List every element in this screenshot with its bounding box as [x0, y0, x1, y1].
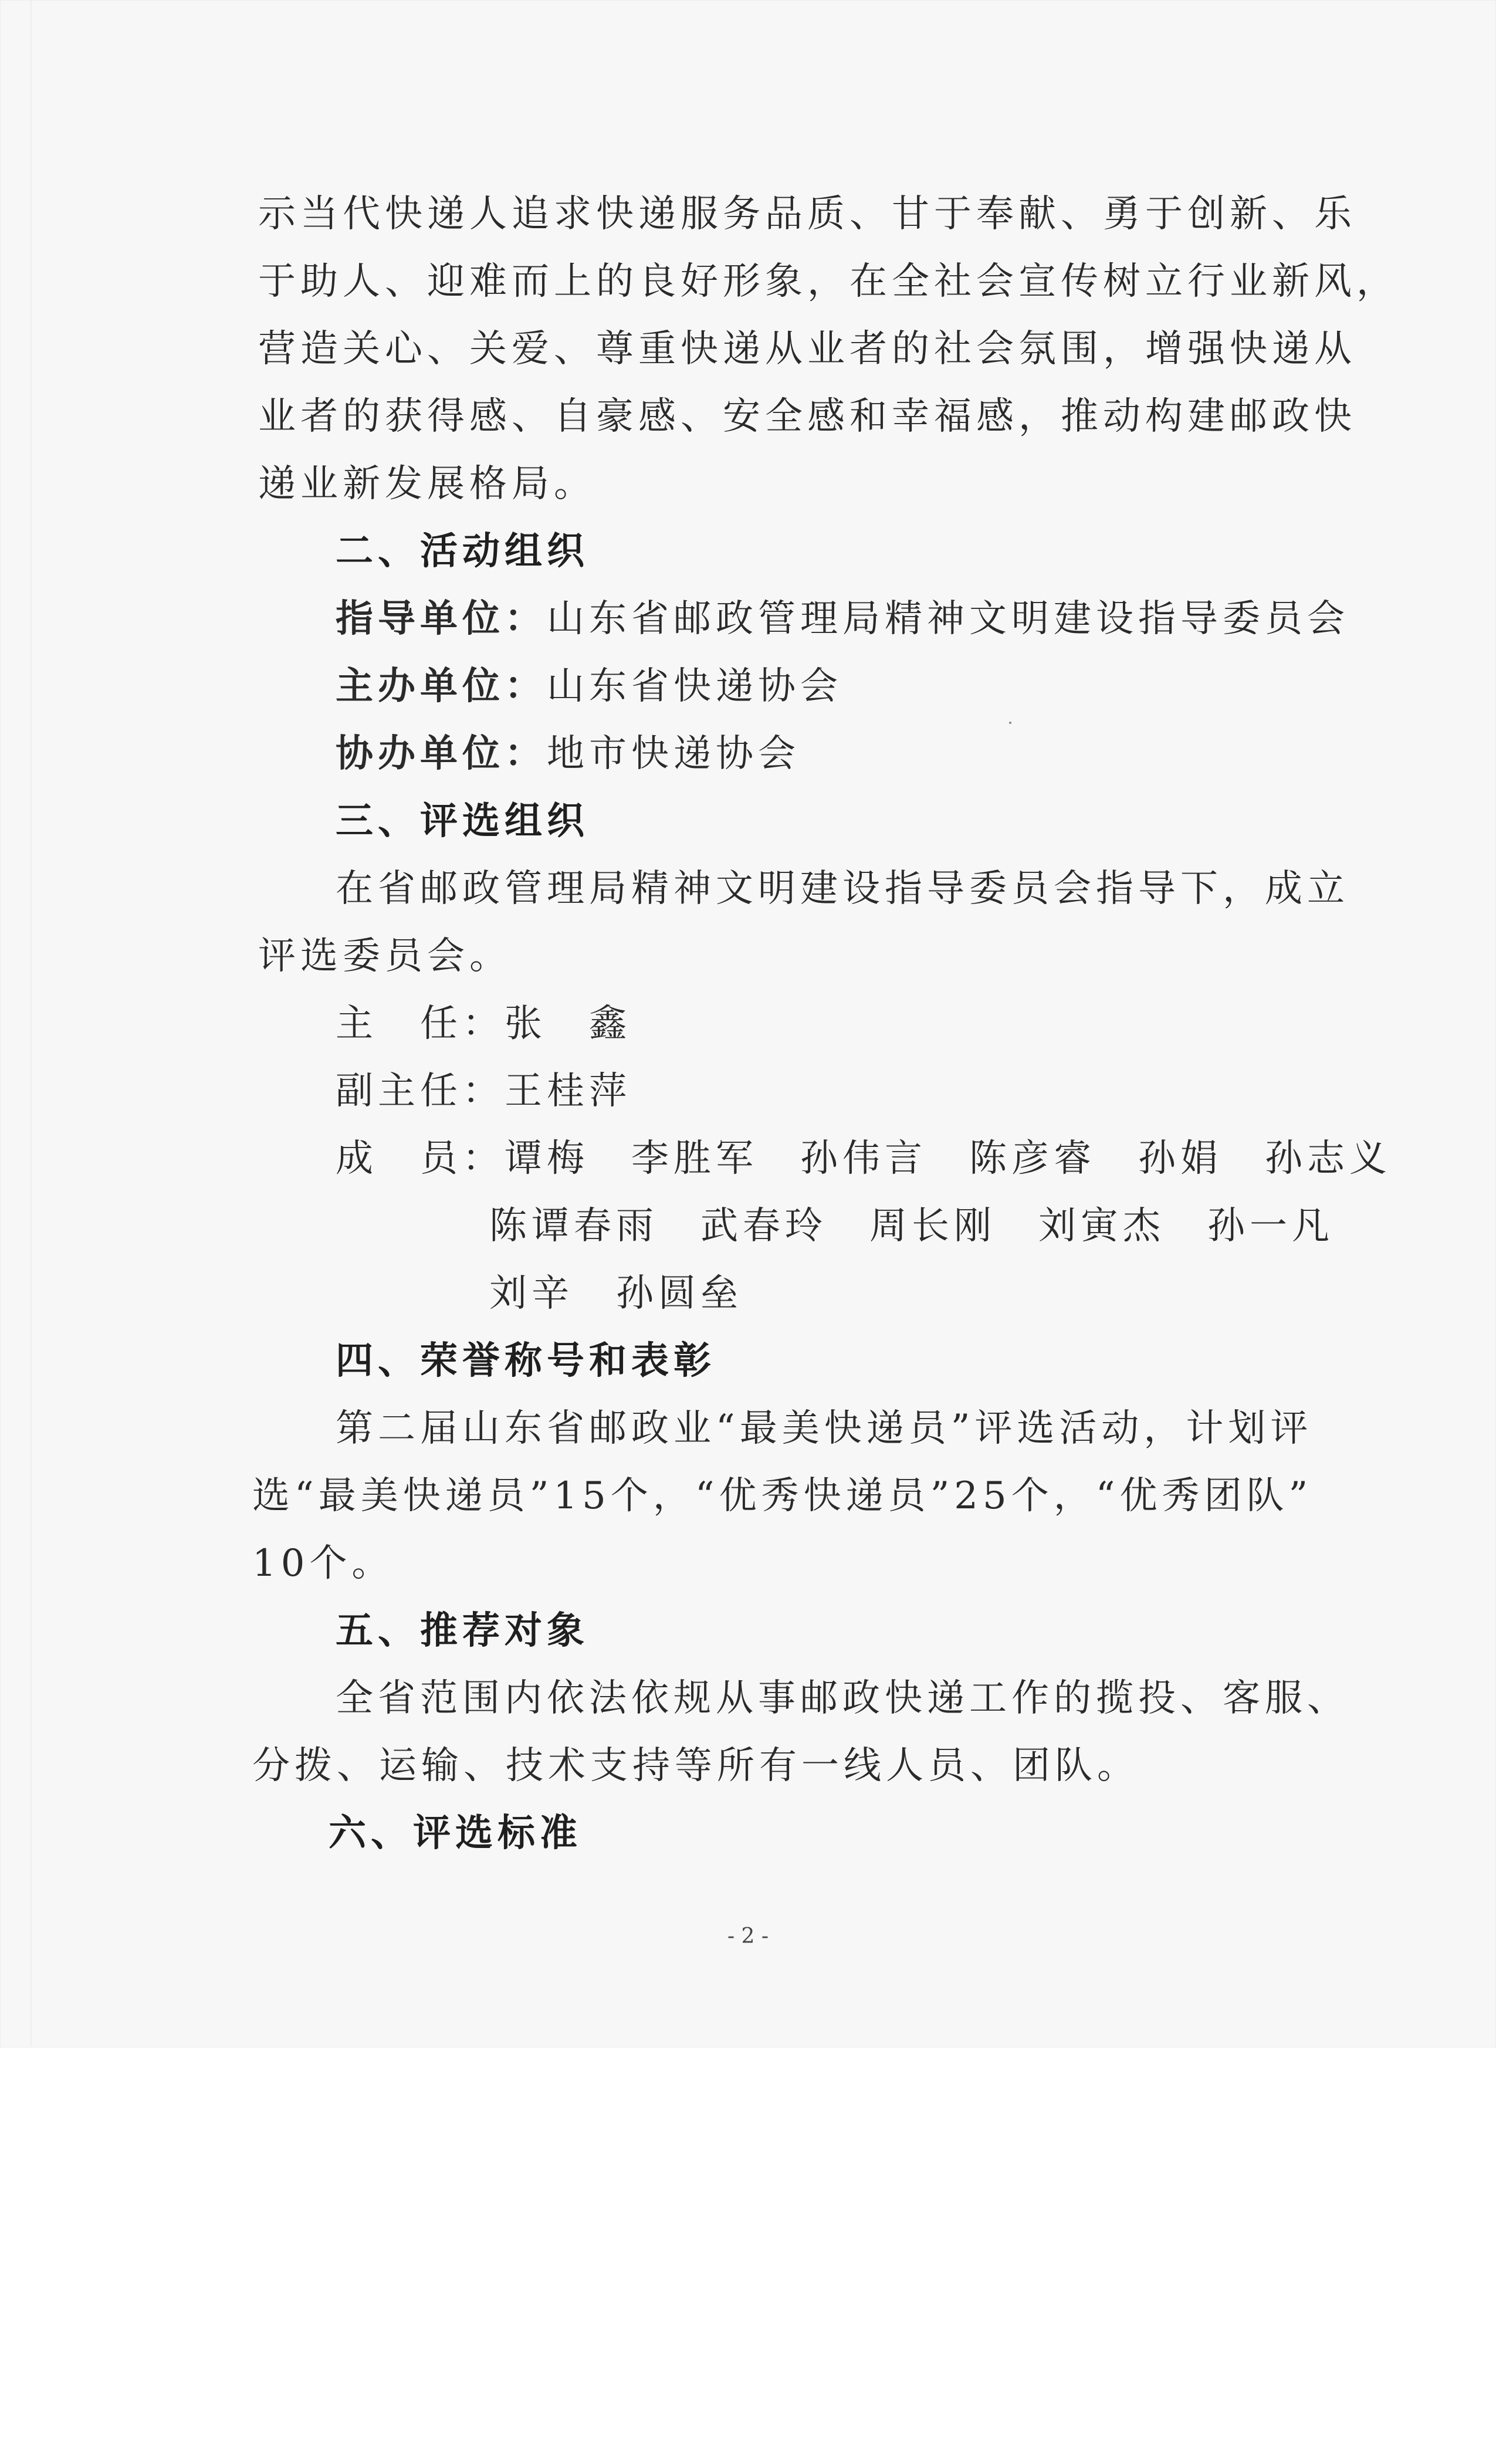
- section-6-heading: 六、评选标准: [329, 1812, 582, 1855]
- members-line-1: 谭梅 李胜军 孙伟言 陈彦睿 孙娟 孙志义: [505, 1137, 1392, 1180]
- director-value: 张 鑫: [505, 1002, 631, 1045]
- page-number: - 2 -: [727, 1924, 769, 1948]
- members-line-3: 刘辛 孙圆垒: [489, 1272, 743, 1315]
- host-unit-row: [336, 660, 842, 713]
- section-3-intro-line-2: 评选委员会。: [258, 935, 512, 978]
- members-line-2: 陈谭春雨 武春玲 周长刚 刘寅杰 孙一凡: [489, 1204, 1334, 1248]
- host-unit-label: 主办单位：: [336, 665, 547, 708]
- deputy-row: [336, 1065, 631, 1118]
- deputy-value: 王桂萍: [505, 1069, 631, 1113]
- co-unit-value: 地市快递协会: [547, 732, 800, 776]
- section-3-intro-line-1: 在省邮政管理局精神文明建设指导委员会指导下，成立: [336, 867, 1349, 911]
- section-4-line-1: 第二届山东省邮政业“最美快递员”评选活动，计划评: [336, 1407, 1313, 1450]
- co-unit-row: [336, 727, 800, 780]
- guide-unit-value: 山东省邮政管理局精神文明建设指导委员会: [547, 597, 1349, 641]
- guide-unit-row: [336, 593, 1349, 645]
- section-5-line-1: 全省范围内依法依规从事邮政快递工作的揽投、客服、: [336, 1677, 1349, 1720]
- deputy-label: 副主任：: [336, 1069, 505, 1113]
- scan-speck: [1009, 722, 1011, 724]
- section-4-line-2: 选“最美快递员”15个，“优秀快递员”25个，“优秀团队”: [252, 1474, 1313, 1518]
- page-edge: [31, 0, 32, 2047]
- intro-line-3: 营造关心、关爱、尊重快递从业者的社会氛围，增强快递从: [258, 327, 1356, 371]
- section-5-heading: 五、推荐对象: [336, 1609, 589, 1653]
- section-3-heading: 三、评选组织: [336, 800, 589, 843]
- intro-line-4: 业者的获得感、自豪感、安全感和幸福感，推动构建邮政快: [258, 395, 1356, 438]
- section-4-line-3: 10个。: [252, 1542, 394, 1585]
- members-row: [336, 1132, 1392, 1185]
- intro-line-1: 示当代快递人追求快递服务品质、甘于奉献、勇于创新、乐: [258, 192, 1356, 236]
- director-row: [336, 997, 631, 1050]
- members-label: 成 员：: [336, 1137, 505, 1180]
- guide-unit-label: 指导单位：: [336, 597, 547, 641]
- director-label: 主 任：: [336, 1002, 505, 1045]
- intro-line-5: 递业新发展格局。: [258, 462, 596, 506]
- section-2-heading: 二、活动组织: [336, 530, 589, 573]
- section-4-heading: 四、荣誉称号和表彰: [336, 1339, 716, 1383]
- co-unit-label: 协办单位：: [336, 732, 547, 776]
- intro-line-2: 于助人、迎难而上的良好形象，在全社会宣传树立行业新风，: [258, 260, 1399, 303]
- host-unit-value: 山东省快递协会: [547, 665, 842, 708]
- section-5-line-2: 分拨、运输、技术支持等所有一线人员、团队。: [252, 1744, 1139, 1788]
